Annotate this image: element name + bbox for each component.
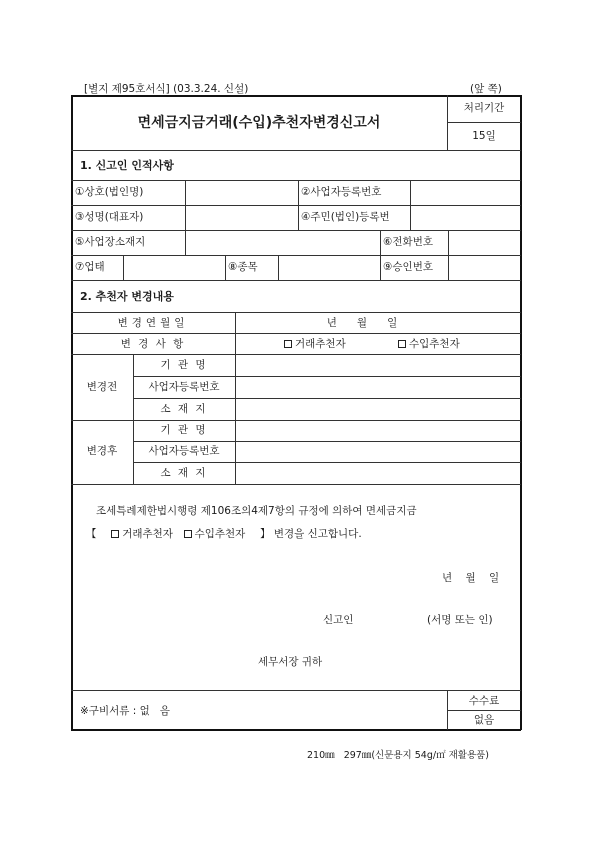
declaration-option-trade-label: 거래추천자 [122, 528, 173, 540]
phone-field[interactable] [449, 231, 520, 255]
business-type-field[interactable] [124, 256, 224, 280]
bracket-open: 【 [86, 528, 97, 540]
after-biz-reg-no-label: 사업자등록번호 [148, 445, 220, 457]
change-item-label: 변 경 사 항 [120, 338, 186, 350]
checkbox-icon [284, 340, 292, 348]
before-agency-label: 기 관 명 [160, 359, 208, 371]
before-change-label: 변경전 [86, 381, 118, 393]
section1-heading: 1. 신고인 인적사항 [80, 159, 174, 172]
addressee: 세무서장 귀하 [258, 656, 323, 668]
after-location-label: 소 재 지 [160, 467, 208, 479]
approval-no-label: ⑨승인번호 [383, 261, 433, 273]
business-item-field[interactable] [279, 256, 379, 280]
after-location-field[interactable] [236, 463, 520, 484]
fee-value: 없음 [473, 714, 495, 726]
option-import-label: 수입추천자 [409, 338, 460, 350]
resident-no-field[interactable] [411, 206, 520, 230]
declaration-option-trade[interactable] [111, 528, 173, 540]
business-type-label: ⑦업태 [75, 261, 105, 273]
address-label: ⑤사업장소재지 [75, 236, 146, 248]
after-agency-label: 기 관 명 [160, 424, 208, 436]
section2-heading: 2. 추천자 변경내용 [80, 290, 174, 303]
option-import-recommender[interactable] [398, 339, 460, 350]
declarant-label: 신고인 [323, 614, 354, 626]
representative-field[interactable] [186, 206, 297, 230]
page-side-label: (앞 쪽) [470, 83, 502, 95]
option-trade-recommender[interactable] [284, 339, 346, 350]
declaration-text: 조세특례제한법시행령 제106조의4제7항의 규정에 의하여 면세금지금 [96, 505, 417, 517]
address-field[interactable] [186, 231, 379, 255]
required-docs: ※구비서류 : 없 음 [80, 705, 170, 717]
after-change-label: 변경후 [86, 445, 118, 457]
checkbox-icon [111, 530, 119, 538]
biz-reg-no-field[interactable] [411, 181, 520, 205]
change-date-field[interactable]: 년 월 일 [326, 317, 398, 329]
business-item-label: ⑧종목 [228, 261, 258, 273]
bracket-close: 】 변경을 신고합니다. [260, 528, 362, 540]
before-biz-reg-no-label: 사업자등록번호 [148, 381, 220, 393]
phone-label: ⑥전화번호 [383, 236, 433, 248]
representative-label: ③성명(대표자) [75, 211, 144, 223]
before-location-field[interactable] [236, 399, 520, 420]
resident-no-label: ④주민(법인)등록번 [301, 211, 390, 223]
company-name-label: ①상호(법인명) [75, 186, 144, 198]
option-trade-label: 거래추천자 [295, 338, 346, 350]
change-date-label: 변경연월일 [117, 317, 189, 329]
after-biz-reg-no-field[interactable] [236, 442, 520, 462]
signature-field[interactable]: (서명 또는 인) [427, 614, 493, 626]
biz-reg-no-label: ②사업자등록번호 [301, 186, 382, 198]
before-agency-field[interactable] [236, 355, 520, 376]
processing-period-value: 15일 [472, 130, 496, 142]
checkbox-icon [398, 340, 406, 348]
declaration-option-import-label: 수입추천자 [194, 528, 246, 540]
checkbox-icon [184, 530, 192, 538]
paper-spec: 210㎜ 297㎜(신문용지 54g/㎡ 재활용품) [307, 750, 490, 761]
after-agency-field[interactable] [236, 421, 520, 441]
form-number: [별지 제95호서식] (03.3.24. 신설) [84, 83, 249, 95]
processing-period-label: 처리기간 [463, 102, 505, 114]
company-name-field[interactable] [186, 181, 297, 205]
declaration-options [86, 529, 362, 540]
before-location-label: 소 재 지 [160, 403, 208, 415]
before-biz-reg-no-field[interactable] [236, 377, 520, 398]
declaration-option-import[interactable] [184, 528, 246, 540]
approval-no-field[interactable] [449, 256, 520, 280]
form-title: 면세금지금거래(수입)추천자변경신고서 [137, 115, 381, 131]
fee-label: 수수료 [468, 695, 500, 707]
declaration-date[interactable]: 년 월 일 [442, 572, 500, 584]
